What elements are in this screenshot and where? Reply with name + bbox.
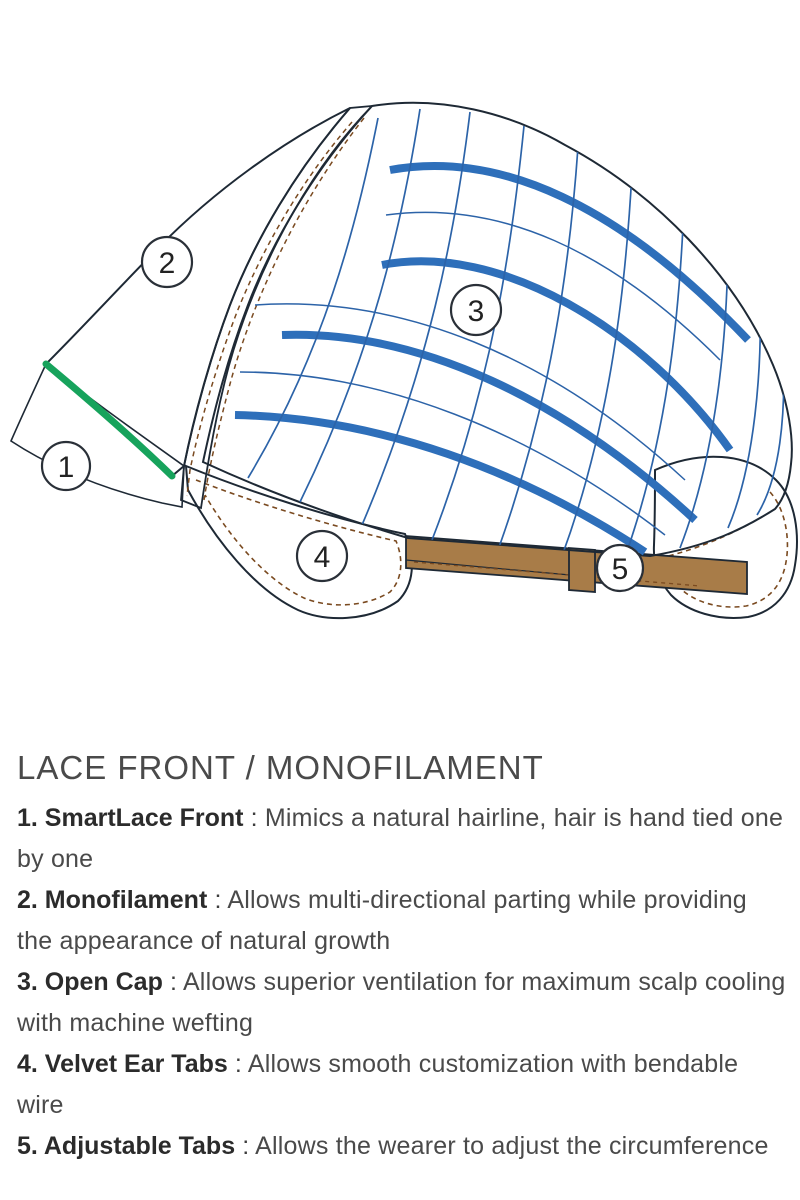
legend-item-monofilament <box>17 880 789 962</box>
legend-item-description: Allows multi-directional parting while providing the appearance of natural growth <box>17 886 747 955</box>
marker-3-number: 3 <box>467 295 485 328</box>
legend-item-velvet-ear-tabs <box>17 1044 789 1126</box>
region-nape-tab <box>654 457 797 618</box>
legend-item-description: Mimics a natural hairline, hair is hand tied one by one <box>17 804 784 873</box>
marker-4-number: 4 <box>313 541 331 574</box>
legend-item-label: 1. SmartLace Front <box>17 804 244 832</box>
legend-item-smartlace-front <box>17 798 789 880</box>
legend-item-separator: : <box>162 968 183 996</box>
ear-tab-stitching <box>196 480 401 605</box>
legend-item-separator: : <box>243 804 265 832</box>
region-velvet-ear-tab <box>186 466 412 618</box>
page-title: LACE FRONT / MONOFILAMENT <box>17 749 544 786</box>
legend <box>17 746 789 1167</box>
legend-item-label: 5. Adjustable Tabs <box>17 1132 236 1160</box>
marker-5-number: 5 <box>611 553 629 586</box>
legend-item-label: 3. Open Cap <box>17 968 163 996</box>
legend-item-open-cap <box>17 962 789 1044</box>
strap-slider <box>569 548 595 592</box>
marker-5 <box>597 545 643 591</box>
region-open-cap <box>203 103 792 557</box>
legend-item-label: 4. Velvet Ear Tabs <box>17 1050 228 1078</box>
legend-item-separator: : <box>235 1132 256 1160</box>
legend-item-description: Allows the wearer to adjust the circumference <box>255 1132 769 1160</box>
legend-item-description: Allows smooth customization with bendable wire <box>17 1050 739 1119</box>
legend-item-adjustable-tabs <box>17 1126 789 1167</box>
legend-item-separator: : <box>207 886 228 914</box>
legend-item-description: Allows superior ventilation for maximum scalp cooling with machine wefting <box>17 968 786 1037</box>
marker-4 <box>297 531 347 581</box>
marker-2-number: 2 <box>158 247 176 280</box>
marker-1-number: 1 <box>57 451 75 484</box>
region-smartlace-front <box>11 364 184 507</box>
marker-1 <box>42 442 90 490</box>
legend-item-label: 2. Monofilament <box>17 886 208 914</box>
legend-item-separator: : <box>227 1050 248 1078</box>
marker-2 <box>142 237 192 287</box>
marker-3 <box>451 285 501 335</box>
